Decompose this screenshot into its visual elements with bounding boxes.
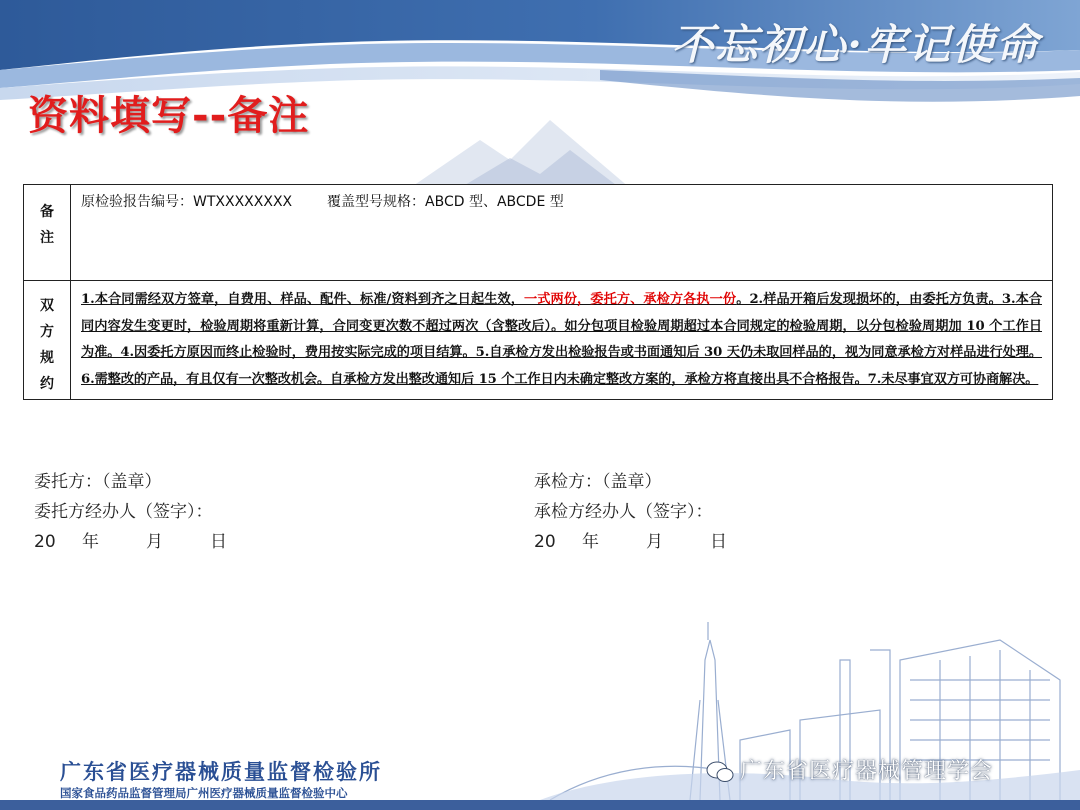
tester-date-line: [534, 527, 727, 557]
watermark-logo: [400, 110, 640, 190]
footer-bar: [0, 800, 1080, 810]
side-char: 方: [40, 324, 54, 340]
client-date-line: [34, 527, 227, 557]
side-char: 规: [40, 350, 54, 366]
side-char: 双: [40, 298, 54, 314]
remarks-content: [71, 185, 1053, 281]
report-no-value: WTXXXXXXXX: [193, 194, 293, 210]
date-year: 20: [534, 532, 556, 552]
side-char: 备: [40, 204, 54, 220]
client-agent-label: 委托方经办人（签字）：: [34, 502, 213, 522]
client-signature-block: [34, 467, 227, 557]
agreement-row: [24, 281, 1053, 400]
wechat-account-name: 广东省医疗器械管理学会: [740, 759, 994, 784]
model-value: ABCD 型、ABCDE 型: [425, 194, 564, 210]
date-day-unit: 日: [210, 532, 227, 552]
date-year-unit: 年: [82, 532, 99, 552]
remarks-side-label: [24, 185, 71, 281]
agreement-text-part1: 1.本合同需经双方签章，自费用、样品、配件、标准/资料到齐之日起生效，: [81, 292, 524, 307]
remarks-table: [23, 184, 1053, 400]
date-year-unit: 年: [582, 532, 599, 552]
wechat-icon: [706, 761, 734, 783]
date-year: 20: [34, 532, 56, 552]
report-no-label: 原检验报告编号：: [81, 194, 193, 210]
agreement-side-label: [24, 281, 71, 400]
tester-signature-block: [534, 467, 727, 557]
side-char: 注: [40, 230, 54, 246]
org-subname: 国家食品药品监督管理局广州医疗器械质量监督检验中心: [60, 786, 348, 800]
tester-seal-label: 承检方：（盖章）: [534, 472, 662, 492]
wechat-account: [706, 754, 993, 785]
side-char: 约: [40, 376, 54, 392]
page-title: 资料填写--备注: [28, 93, 310, 139]
agreement-text-part2: 。2.样品开箱后发现损坏的，由委托方负责。3.本合同内容发生变更时，检验周期将重新计算，合同变更次数不超过两次（含整改后）。如分包项目检验周期超过本合同规定的检验周期，以分包检验周期加 10 个工作日为准。4.因委托方原因而终止检验时，费用按实际完成的项目结算。5.自承检方发出检验报告或书面通知后 30 天仍未取回样品的，视为同意承检方对样品进行处理。6.需整改的产品，有且仅有一次整改机会。自承检方发出整改通知后 15 个工作日内未确定整改方案的，承检方将直接出具不合格报告。7.未尽事宜双方可协商解决。: [81, 292, 1042, 387]
client-seal-label: 委托方：（盖章）: [34, 472, 162, 492]
date-day-unit: 日: [710, 532, 727, 552]
agreement-highlight: 一式两份，委托方、承检方各执一份: [524, 292, 737, 307]
agreement-text: [71, 281, 1053, 400]
org-name: 广东省医疗器械质量监督检验所: [60, 760, 382, 784]
date-month-unit: 月: [146, 532, 163, 552]
date-month-unit: 月: [646, 532, 663, 552]
model-label: 覆盖型号规格：: [327, 194, 426, 210]
slogan-text: 不忘初心·牢记使命: [671, 20, 1040, 69]
remarks-row: [24, 185, 1053, 281]
tester-agent-label: 承检方经办人（签字）：: [534, 502, 713, 522]
report-info-line: [81, 191, 1042, 213]
